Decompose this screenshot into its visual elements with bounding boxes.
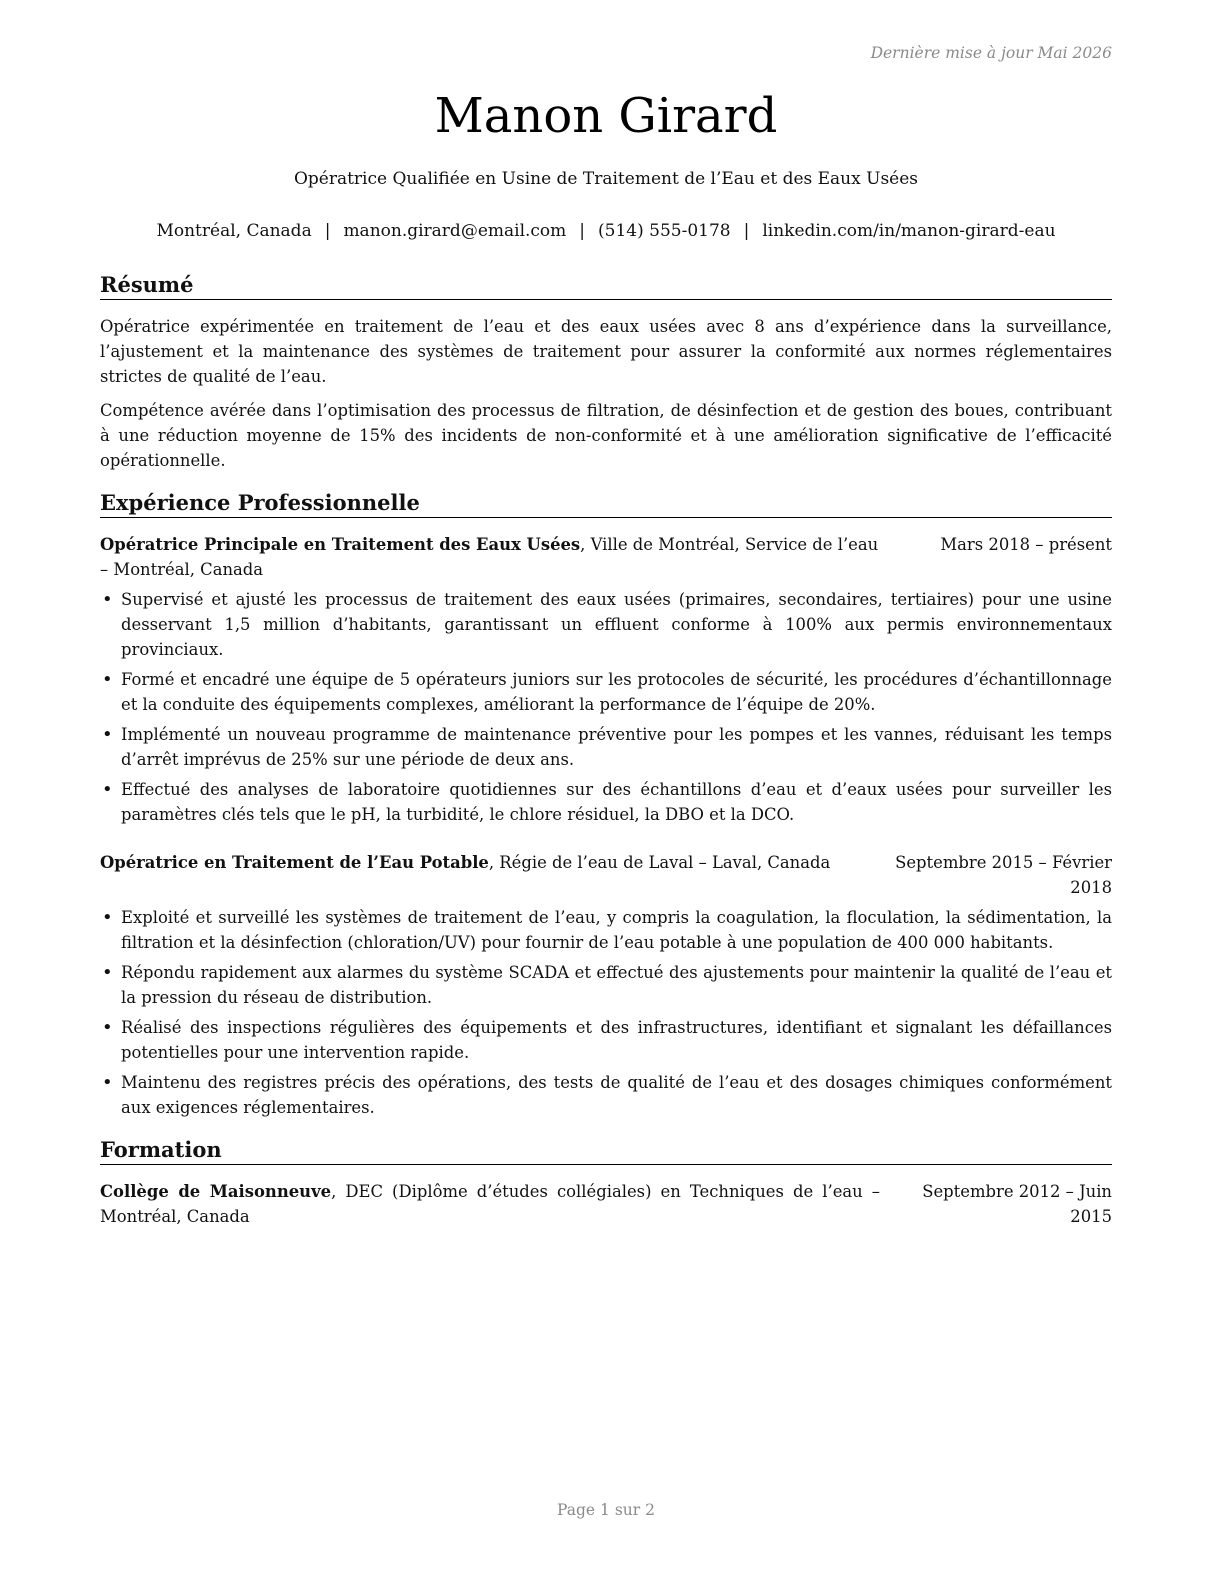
contact-separator: | bbox=[579, 221, 586, 241]
candidate-name: Manon Girard bbox=[434, 88, 778, 144]
summary-paragraph: Compétence avérée dans l’optimisation des processus de filtration, de désinfection et de gestion des boues, contribuant à une réduction moyenne de 15% des incidents de non-conformité et à une amélioration significative de l’efficacité opérationnelle. bbox=[100, 401, 1112, 470]
job-header bbox=[100, 532, 1112, 582]
section-title-education: Formation bbox=[100, 1137, 1112, 1165]
job-role: Opératrice Principale en Traitement des Eaux Usées bbox=[100, 535, 581, 554]
job-organization: , Ville de Montréal, Service de l’eau – Montréal, Canada bbox=[100, 535, 879, 579]
summary-paragraph: Opératrice expérimentée en traitement de l’eau et des eaux usées avec 8 ans d’expérience dans la surveillance, l’ajustement et la maintenance des systèmes de traitement pour assurer la conformité aux normes réglementaires strictes de qualité de l’eau. bbox=[100, 317, 1112, 386]
resume-page bbox=[100, 0, 1112, 1584]
contact-separator: | bbox=[743, 221, 750, 241]
section-title-experience: Expérience Professionnelle bbox=[100, 490, 1112, 518]
job-title-line bbox=[100, 850, 860, 875]
job-bullet-list bbox=[100, 905, 1112, 1125]
list-item: • Implémenté un nouveau programme de maintenance préventive pour les pompes et les vannes, réduisant les temps d’arrêt imprévus de 25% sur une période de deux ans. bbox=[100, 722, 1112, 772]
education-degree: , DEC (Diplôme d’études collégiales) en Techniques de l’eau – Montréal, Canada bbox=[100, 1182, 880, 1226]
contact-line bbox=[100, 219, 1112, 243]
list-item: • Formé et encadré une équipe de 5 opérateurs juniors sur les protocoles de sécurité, les procédures d’échantillonnage et la conduite des équipements complexes, améliorant la performance de l’équipe de 20%. bbox=[100, 667, 1112, 717]
list-item: • Exploité et surveillé les systèmes de traitement de l’eau, y compris la coagulation, la floculation, la sédimentation, la filtration et la désinfection (chloration/UV) pour fournir de l’eau potable à une population de 400 000 habitants. bbox=[100, 905, 1112, 955]
education-entry bbox=[100, 1179, 1112, 1229]
job-bullet-list bbox=[100, 587, 1112, 832]
contact-phone[interactable]: (514) 555-0178 bbox=[598, 221, 731, 241]
job-header bbox=[100, 850, 1112, 897]
last-updated: Dernière mise à jour Mai 2026 bbox=[870, 44, 1112, 62]
list-item: • Maintenu des registres précis des opérations, des tests de qualité de l’eau et des dosages chimiques conformément aux exigences réglementaires. bbox=[100, 1070, 1112, 1120]
job-title-line bbox=[100, 532, 880, 582]
list-item: • Répondu rapidement aux alarmes du système SCADA et effectué des ajustements pour maintenir la qualité de l’eau et la pression du réseau de distribution. bbox=[100, 960, 1112, 1010]
contact-linkedin[interactable]: linkedin.com/in/manon-girard-eau bbox=[762, 221, 1056, 241]
list-item: • Réalisé des inspections régulières des équipements et des infrastructures, identifiant et signalant les défaillances potentielles pour une intervention rapide. bbox=[100, 1015, 1112, 1065]
section-title-summary: Résumé bbox=[100, 272, 1112, 300]
education-line bbox=[100, 1179, 880, 1229]
candidate-headline: Opératrice Qualifiée en Usine de Traitement de l’Eau et des Eaux Usées bbox=[293, 169, 919, 189]
job-role: Opératrice en Traitement de l’Eau Potable bbox=[100, 853, 489, 872]
page-number: Page 1 sur 2 bbox=[557, 1501, 655, 1519]
contact-email[interactable]: manon.girard@email.com bbox=[343, 221, 567, 241]
job-organization: , Régie de l’eau de Laval – Laval, Canada bbox=[488, 853, 831, 872]
contact-location: Montréal, Canada bbox=[156, 221, 312, 241]
education-dates: Septembre 2012 – Juin 2015 bbox=[922, 1182, 1112, 1226]
contact-separator: | bbox=[324, 221, 331, 241]
education-school: Collège de Maisonneuve bbox=[100, 1182, 332, 1201]
job-dates: Mars 2018 – présent bbox=[940, 535, 1112, 554]
list-item: • Supervisé et ajusté les processus de traitement des eaux usées (primaires, secondaires, tertiaires) pour une usine desservant 1,5 million d’habitants, garantissant un effluent conforme à 100% aux permis environnementaux provinciaux. bbox=[100, 587, 1112, 662]
list-item: • Effectué des analyses de laboratoire quotidiennes sur des échantillons d’eau et d’eaux usées pour surveiller les paramètres clés tels que le pH, la turbidité, le chlore résiduel, la DBO et la DCO. bbox=[100, 777, 1112, 827]
job-dates: Septembre 2015 – Février 2018 bbox=[895, 853, 1112, 897]
